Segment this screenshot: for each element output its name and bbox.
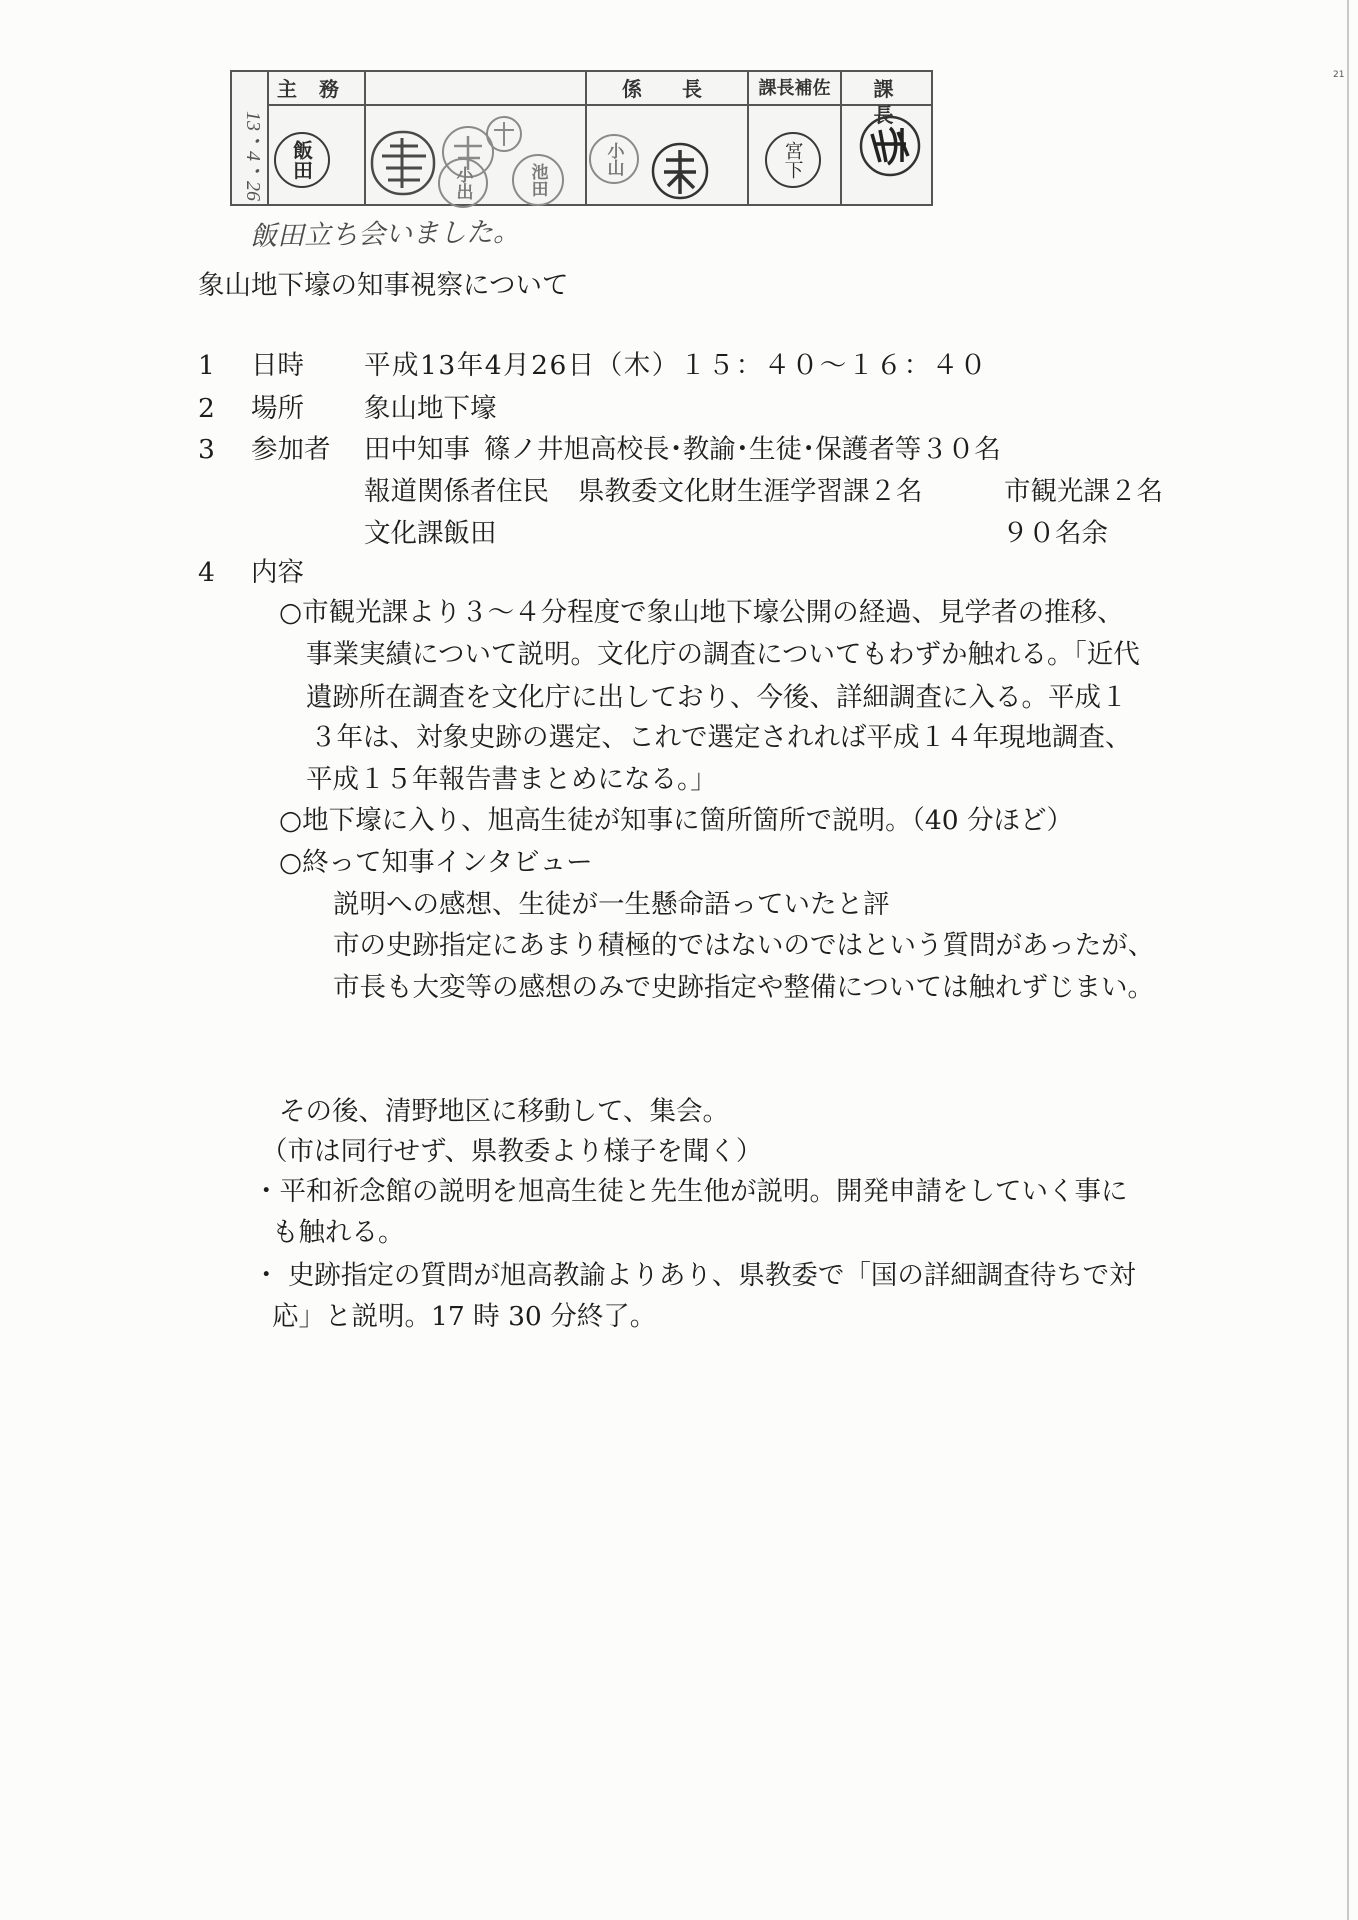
scan-edge-line <box>1347 0 1349 1920</box>
table-divider <box>364 72 366 204</box>
afterward-line: も触れる。 <box>272 1217 405 1248</box>
seal-middle-a: 小出 <box>438 158 488 208</box>
item-number: 2 <box>198 393 215 424</box>
content-line: ○地下壕に入り、旭高生徒が知事に箇所箇所で説明。（40 分ほど） <box>279 805 1074 836</box>
handwritten-note: 飯田立ち会いました。 <box>249 216 521 252</box>
content-line: ○市観光課より３～４分程度で象山地下壕公開の経過、見学者の推移、 <box>279 597 1124 628</box>
header-shumu: 主務 <box>277 77 361 101</box>
participant-entry: 田中知事 <box>364 434 470 465</box>
content-line: 説明への感想、生徒が一生懸命語っていたと評 <box>333 889 890 920</box>
seal-middle-b: 池田 <box>512 154 564 206</box>
seal-kakaricho-b <box>650 140 710 202</box>
item-label-content: 内容 <box>251 557 304 588</box>
participant-entry: 住民 <box>496 476 549 507</box>
content-line: 市の史跡指定にあまり積極的ではないのではという質問があったが、 <box>333 930 1155 961</box>
participant-total: ９０名余 <box>1002 518 1108 549</box>
header-kacho: 課長 <box>873 77 916 127</box>
handwritten-date: 13・4・26 <box>242 111 264 201</box>
participant-entry: 市観光課２名 <box>1004 476 1163 507</box>
header-kakaricho: 係長 <box>622 77 742 101</box>
page-mark: 21 <box>1333 70 1345 80</box>
participant-entry: 県教委文化財生涯学習課２名 <box>578 476 923 507</box>
content-line: ○終って知事インタビュー <box>279 847 593 878</box>
seal-kakaricho-a: 小山 <box>589 134 639 184</box>
participant-entry: 文化課飯田 <box>364 518 497 549</box>
afterward-bullet: ・ 史跡指定の質問が旭高教諭よりあり、県教委で「国の詳細調査待ちで対 <box>253 1260 1136 1291</box>
item-number: 3 <box>198 434 215 465</box>
afterward-line: その後、清野地区に移動して、集会。 <box>279 1096 729 1127</box>
content-line: ３年は、対象史跡の選定、これで選定されれば平成１４年現地調査、 <box>310 722 1132 753</box>
participant-entry: 篠ノ井旭高校長･教諭･生徒･保護者等３０名 <box>484 434 1001 465</box>
content-line: 市長も大変等の感想のみで史跡指定や整備については触れずじまい。 <box>333 972 1154 1003</box>
item-value-place: 象山地下壕 <box>364 393 497 424</box>
afterward-bullet: ・平和祈念館の説明を旭高生徒と先生他が説明。開発申請をしていく事に <box>253 1176 1128 1207</box>
item-label-date: 日時 <box>251 350 304 381</box>
table-header-divider <box>267 104 933 106</box>
seal-kacho <box>858 114 922 178</box>
item-value-date: 平成13年4月26日（木）１５：４０～１６：４０ <box>364 350 988 381</box>
seal-shumu: 飯田 <box>274 132 330 188</box>
item-label-participants: 参加者 <box>251 434 331 465</box>
header-kacho-hosa: 課長補佐 <box>758 78 831 99</box>
afterward-line: （市は同行せず、県教委より様子を聞く） <box>261 1136 763 1167</box>
content-line: 事業実績について説明。文化庁の調査についてもわずか触れる。「近代 <box>306 639 1140 670</box>
item-number: 1 <box>198 350 215 381</box>
item-number: 4 <box>198 557 215 588</box>
seal-kacho-hosa: 宮下 <box>765 132 821 188</box>
document-title: 象山地下壕の知事視察について <box>198 270 569 301</box>
afterward-line: 応」と説明。17 時 30 分終了。 <box>272 1301 657 1332</box>
content-line: 平成１５年報告書まとめになる。」 <box>306 764 717 795</box>
participant-entry: 報道関係者 <box>364 476 497 507</box>
approval-stamp-table <box>230 70 933 206</box>
item-label-place: 場所 <box>251 393 304 424</box>
content-line: 遺跡所在調査を文化庁に出しており、今後、詳細調査に入る。平成１ <box>306 682 1128 713</box>
